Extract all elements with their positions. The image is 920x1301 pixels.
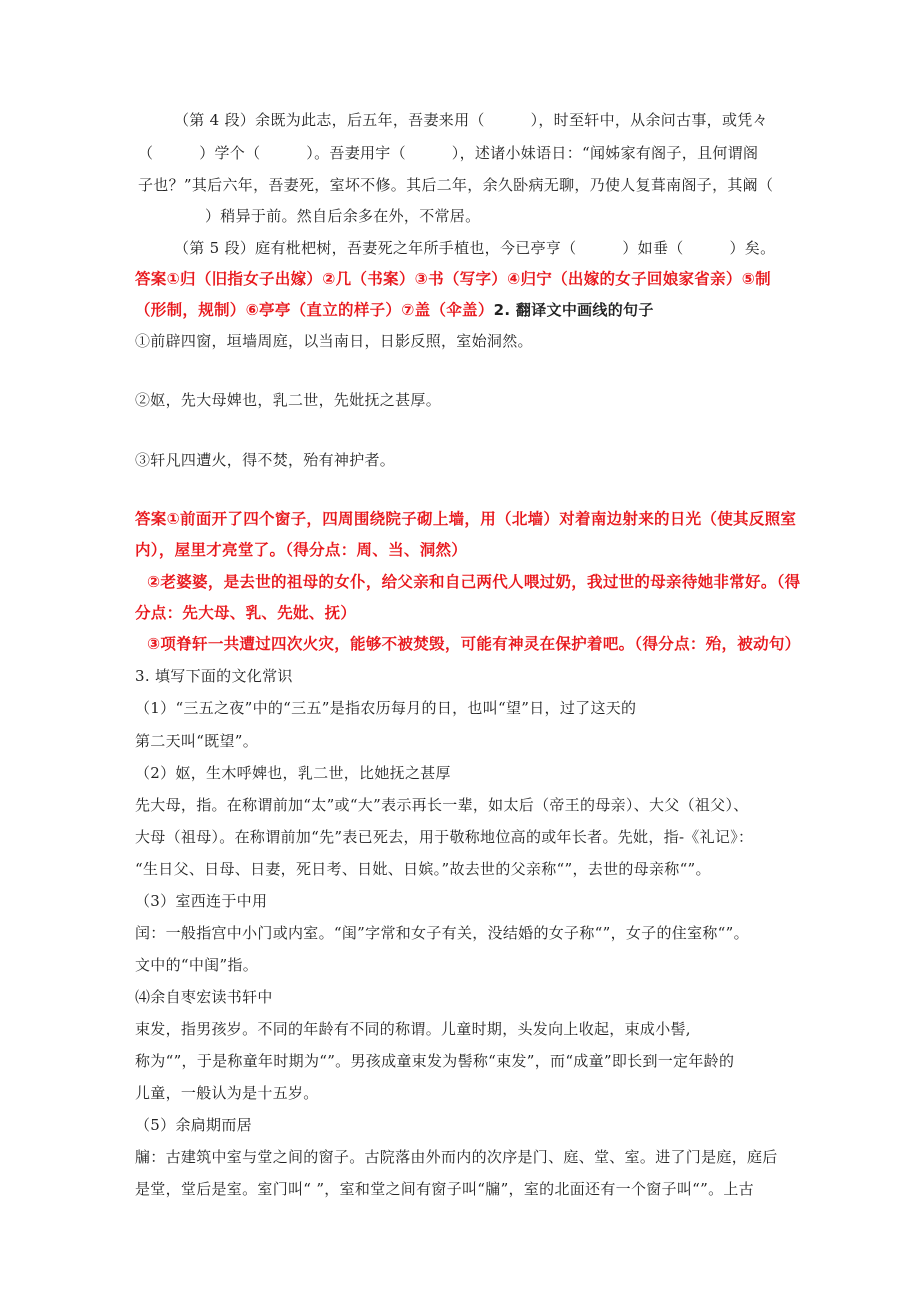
text-line	[174, 238, 775, 258]
line-text: 闰：一般指宫中小门或内室。“闺”字常和女子有关，没结婚的女子称“”，女子的住室称“”。	[135, 924, 749, 942]
answer-text: 内），屋里才亮堂了。（得分点：周、当、洞然）	[135, 541, 468, 559]
text-line	[135, 1115, 252, 1135]
answer-text: 答案①归（旧指女子出嫁）②几（书案）③书（写字）④归宁（出嫁的女子回娘家省亲）⑤制	[135, 270, 771, 288]
text-line	[135, 1051, 734, 1071]
text-line	[135, 827, 753, 847]
line-text: 第二天叫“既望”。	[135, 732, 259, 750]
line-text: ①前辟四窗，垣墙周庭，以当南日，日影反照，室始洞然。	[135, 332, 533, 350]
line-text: ③轩凡四遭火，得不焚，殆有神护者。	[135, 451, 396, 469]
line-text: ⑷余自枣宏读书轩中	[135, 988, 273, 1006]
line-text: （ ）学个（ ）。吾妻用宇（ ），述诸小妹语日：“闻姊家有阁子，且何谓阁	[138, 144, 759, 162]
text-line	[135, 1019, 691, 1039]
line-text: ）稍异于前。然自后余多在外，不常居。	[205, 207, 481, 225]
text-line	[135, 509, 796, 529]
answer-text: （形制，规制）⑥亭亭（直立的样子）⑦盖（伞盖）	[135, 301, 494, 319]
text-line	[135, 331, 533, 351]
text-line	[135, 731, 258, 751]
text-line	[135, 763, 451, 783]
line-text: 大母（祖母）。在称谓前加“先”表已死去，用于敬称地位高的或年长者。先妣，指-《礼记》：	[135, 828, 754, 846]
line-text: （第 4 段）余既为此志，后五年，吾妻来用（ ），时至轩中，从余问古事，或凭々	[174, 111, 768, 129]
answer-text: ③项脊轩一共遭过四次火灾，能够不被焚毁，可能有神灵在保护着吧。（得分点：殆，被动句）	[147, 635, 801, 653]
text-line	[135, 698, 636, 718]
answer-text: 答案①前面开了四个窗子，四周围绕院子砌上墙，用（北墙）对着南边射来的日光（使其反照室	[135, 510, 797, 528]
text-line	[135, 269, 771, 289]
text-line	[135, 603, 356, 623]
text-line	[135, 923, 749, 943]
text-line	[135, 300, 654, 320]
text-line	[135, 795, 749, 815]
line-text: 称为“”，于是称童年时期为“”。男孩成童束发为髻称“束发”，而“成童”即长到一定年龄的	[135, 1052, 735, 1070]
text-line	[135, 450, 395, 470]
line-text: 子也？”其后六年，吾妻死，室坏不修。其后二年，余久卧病无聊，乃使人复葺南阁子，其阚（	[138, 176, 774, 194]
text-line	[138, 175, 773, 195]
line-text: （1）“三五之夜”中的“三五”是指农历每月的日，也叫“望”日，过了这天的	[135, 699, 637, 717]
line-text: （第 5 段）庭有枇杷树，吾妻死之年所手植也，今已亭亨（ ）如垂（ ）矣。	[174, 239, 776, 257]
line-text: ②妪，先大母婢也，乳二世，先妣抚之甚厚。	[135, 391, 442, 409]
text-line	[135, 891, 267, 911]
answer-text: 分点：先大母、乳、先妣、抚）	[135, 604, 357, 622]
line-text: （5）余扃期而居	[135, 1116, 252, 1134]
line-text: 是堂，堂后是室。室门叫“ ”，室和堂之间有窗子叫“牖”，室的北面还有一个窗子叫“”。上古	[135, 1180, 754, 1198]
line-text: 先大母，指。在称谓前加“太”或“大”表示再长一辈，如太后（帝王的母亲）、大父（祖父）、	[135, 796, 749, 814]
text-line	[135, 390, 441, 410]
text-line	[205, 206, 480, 226]
answer-text: ②老婆婆，是去世的祖母的女仆，给父亲和自己两代人喂过奶，我过世的母亲待她非常好。（得	[147, 573, 801, 591]
text-line	[135, 955, 258, 975]
text-line	[135, 1179, 754, 1199]
text-line	[135, 540, 467, 560]
question-heading: 2. 翻译文中画线的句子	[493, 301, 654, 319]
text-line	[174, 110, 768, 130]
line-text: 儿童，一般认为是十五岁。	[135, 1084, 319, 1102]
line-text: 文中的“中闺”指。	[135, 956, 259, 974]
line-text: （3）室西连于中用	[135, 892, 268, 910]
text-line	[135, 987, 273, 1007]
text-line	[135, 859, 711, 879]
text-line	[135, 1147, 778, 1167]
line-text: 束发，指男孩岁。不同的年龄有不同的称谓。儿童时期，头发向上收起，束成小髻,	[135, 1020, 691, 1038]
text-line	[138, 143, 758, 163]
text-line	[135, 1083, 319, 1103]
line-text: 牖：古建筑中室与堂之间的窗子。古院落由外而内的次序是门、庭、堂、室。进了门是庭，庭后	[135, 1148, 778, 1166]
line-text: 3. 填写下面的文化常识	[135, 667, 293, 685]
line-text: （2）妪，生木呼婢也，乳二世，比她抚之甚厚	[135, 764, 451, 782]
line-text: “生日父、日母、日妻，死日考、日妣、日嫔。”故去世的父亲称“”，去世的母亲称“”。	[135, 860, 711, 878]
text-line	[135, 666, 293, 686]
text-line	[147, 572, 800, 592]
text-line	[147, 634, 800, 654]
